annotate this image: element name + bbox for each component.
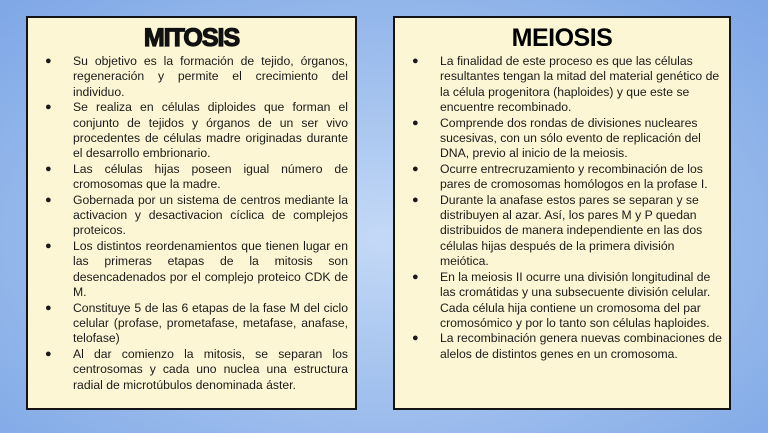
meiosis-item-text: La finalidad de este proceso es que las células resultantes tengan la mitad del material genético de la célula progenitora (haploides) y que este se encuentre recombinado. <box>440 54 720 115</box>
bullet-icon: ● <box>45 162 52 175</box>
mitosis-panel <box>26 16 357 410</box>
meiosis-title: MEIOSIS <box>511 24 613 52</box>
mitosis-item-text: Gobernada por un sistema de centros mediante la activacion y desactivacion cíclica de complejos proteicos. <box>73 192 348 238</box>
bullet-icon: ● <box>412 193 419 206</box>
meiosis-list-item <box>395 331 729 362</box>
mitosis-list-item <box>28 162 355 193</box>
meiosis-list-item <box>395 116 729 162</box>
bullet-icon: ● <box>45 193 52 206</box>
meiosis-list <box>395 54 729 362</box>
bullet-icon: ● <box>45 239 52 252</box>
meiosis-panel <box>393 16 731 410</box>
bullet-icon: ● <box>412 270 419 283</box>
mitosis-item-text: Las células hijas poseen igual número de cromosomas que la madre. <box>73 161 348 192</box>
bullet-icon: ● <box>45 55 52 67</box>
bullet-icon: ● <box>412 162 419 175</box>
bullet-icon: ● <box>412 55 419 67</box>
mitosis-list-item <box>28 193 355 239</box>
bullet-icon: ● <box>412 116 419 129</box>
mitosis-item-text: Constituye 5 de las 6 etapas de la fase M del ciclo celular (profase, prometafase, metafase, anafase, telofase) <box>73 300 348 346</box>
meiosis-item-text: Durante la anafase estos pares se separan y se distribuyen al azar. Así, los pares M y P quedan distribuidos de manera independiente en las dos células hijas después de la primera división meiótica. <box>440 192 703 269</box>
mitosis-item-text: Al dar comienzo la mitosis, se separan los centrosomas y cada uno nuclea una estructura radial de microtúbulos denominada áster. <box>73 346 348 392</box>
mitosis-item-text: Los distintos reordenamientos que tienen lugar en las primeras etapas de la mitosis son desencadenados por el complejo proteico CDK de M. <box>73 238 348 300</box>
mitosis-list-item <box>28 100 355 162</box>
bullet-icon: ● <box>45 347 52 360</box>
mitosis-list <box>28 54 355 393</box>
mitosis-item-text: Su objetivo es la formación de tejido, órganos, regeneración y permite el crecimiento del individuo. <box>73 54 348 99</box>
meiosis-list-item <box>395 270 729 332</box>
meiosis-list-item <box>395 54 729 116</box>
mitosis-list-item <box>28 347 355 393</box>
mitosis-list-item <box>28 239 355 301</box>
bullet-icon: ● <box>45 301 52 314</box>
mitosis-list-item <box>28 54 355 100</box>
meiosis-item-text: Comprende dos rondas de divisiones nucleares sucesivas, con un sólo evento de replicación del DNA, previo al inicio de la meiosis. <box>440 115 701 161</box>
mitosis-item-text: Se realiza en células diploides que forman el conjunto de tejidos y órganos de un ser vivo procedentes de células madre originadas durante el desarrollo embrionario. <box>73 100 348 161</box>
bullet-icon: ● <box>412 332 419 345</box>
meiosis-list-item <box>395 162 729 193</box>
meiosis-item-text: Ocurre entrecruzamiento y recombinación de los pares de cromosomas homólogos en la profase I. <box>440 161 708 192</box>
mitosis-list-item <box>28 301 355 347</box>
meiosis-list-item <box>395 193 729 270</box>
bullet-icon: ● <box>45 101 52 114</box>
mitosis-title: MITOSIS <box>143 24 240 52</box>
meiosis-item-text: En la meiosis II ocurre una división longitudinal de las cromátidas y una subsecuente división celular. Cada célula hija contiene un cromosoma del par cromosómico y por lo tanto son células haploides. <box>440 269 711 330</box>
meiosis-item-text: La recombinación genera nuevas combinaciones de alelos de distintos genes en un cromosoma. <box>440 331 722 361</box>
